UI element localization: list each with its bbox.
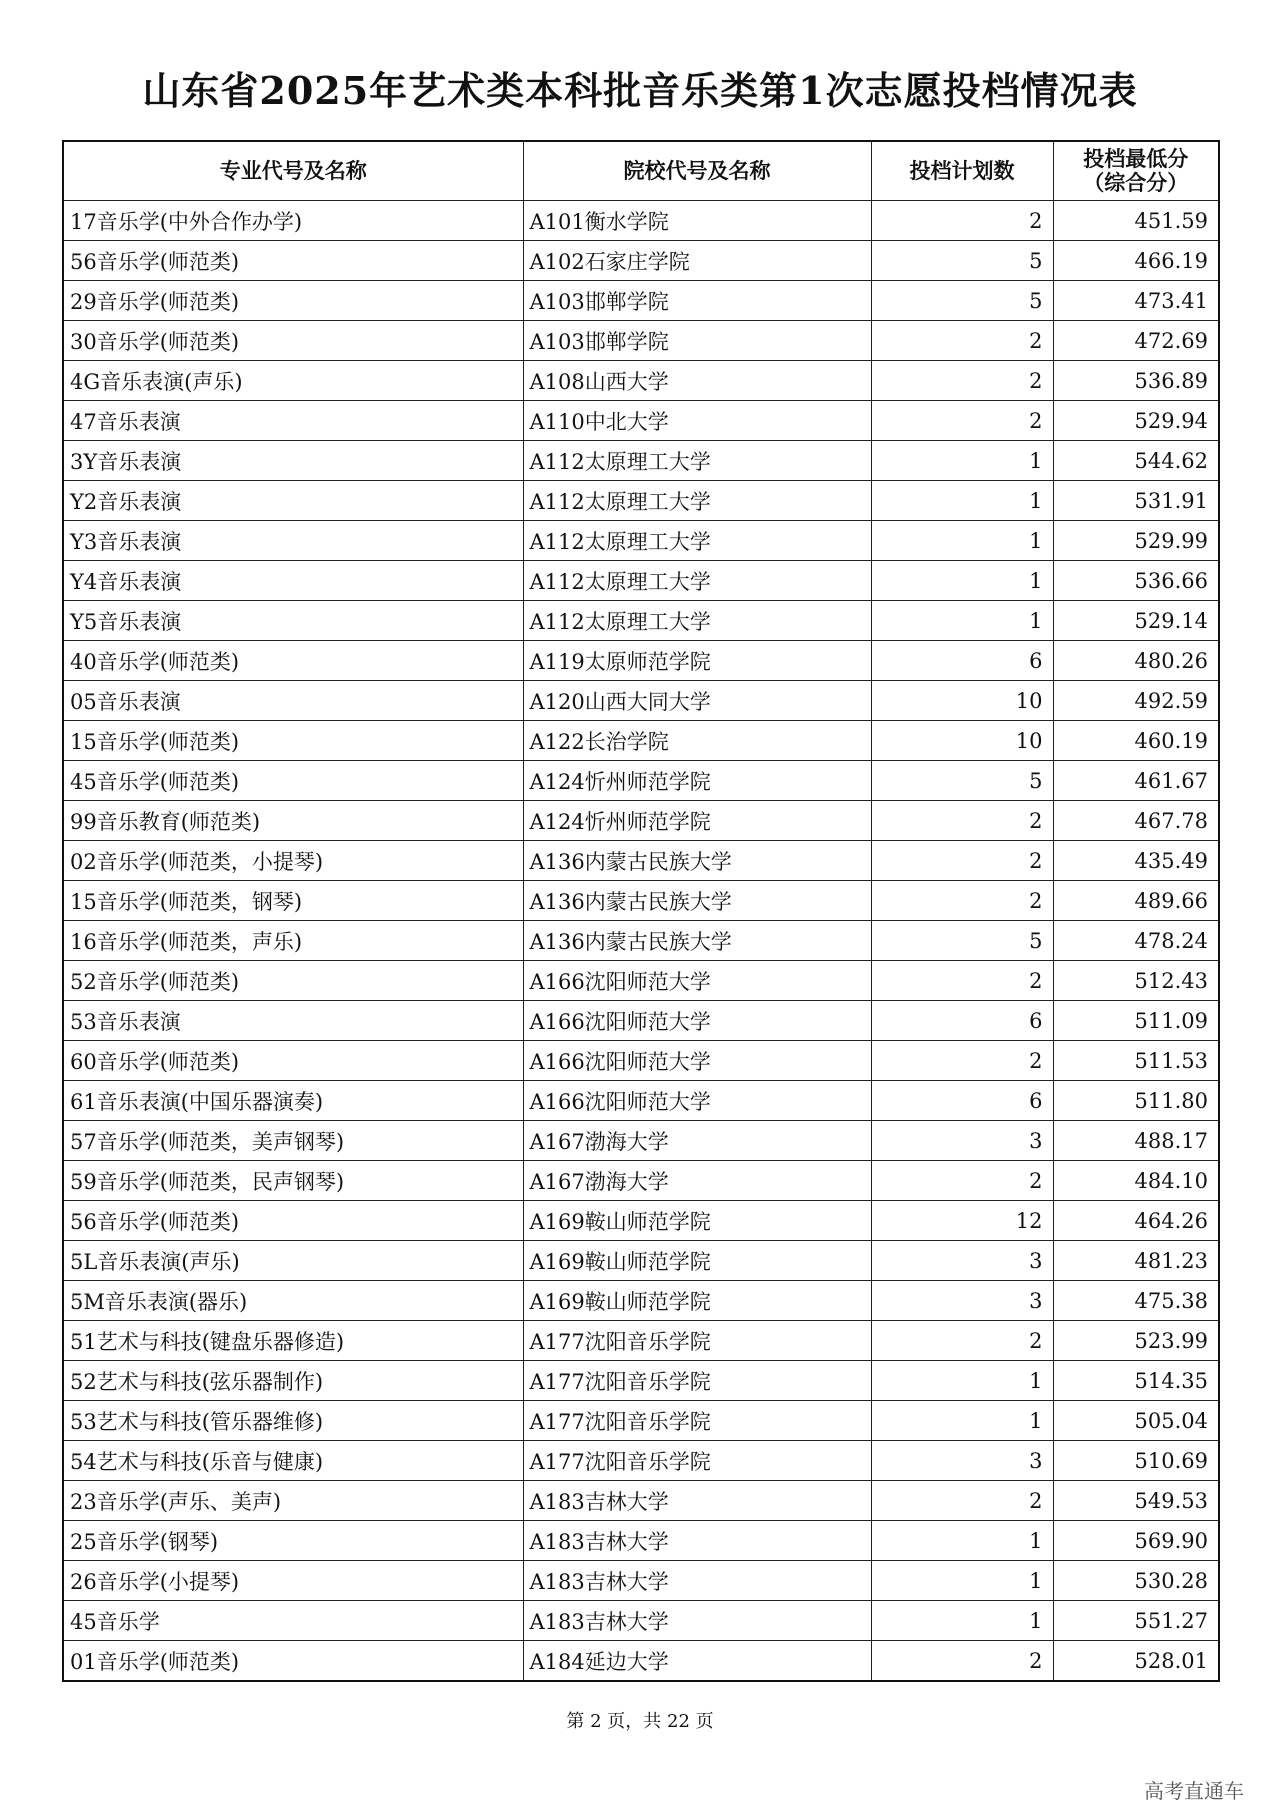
- table-row: [63, 961, 1219, 1001]
- table-row: [63, 1561, 1219, 1601]
- cell-school: A112太原理工大学: [523, 441, 871, 481]
- cell-major: 25音乐学(钢琴): [63, 1521, 523, 1561]
- cell-score: 512.43: [1053, 961, 1219, 1001]
- cell-score: 451.59: [1053, 201, 1219, 241]
- cell-plan: 2: [871, 201, 1053, 241]
- table-row: [63, 761, 1219, 801]
- cell-plan: 5: [871, 761, 1053, 801]
- cell-school: A167渤海大学: [523, 1121, 871, 1161]
- cell-plan: 3: [871, 1281, 1053, 1321]
- cell-plan: 6: [871, 1001, 1053, 1041]
- table-body: [63, 201, 1219, 1682]
- cell-plan: 2: [871, 1041, 1053, 1081]
- cell-major: 56音乐学(师范类): [63, 1201, 523, 1241]
- cell-plan: 1: [871, 1401, 1053, 1441]
- table-row: [63, 921, 1219, 961]
- cell-major: 3Y音乐表演: [63, 441, 523, 481]
- cell-plan: 2: [871, 881, 1053, 921]
- cell-score: 529.94: [1053, 401, 1219, 441]
- cell-major: 47音乐表演: [63, 401, 523, 441]
- cell-school: A119太原师范学院: [523, 641, 871, 681]
- admission-table: [62, 140, 1220, 1682]
- cell-score: 472.69: [1053, 321, 1219, 361]
- cell-score: 435.49: [1053, 841, 1219, 881]
- table-row: [63, 1481, 1219, 1521]
- cell-major: 52音乐学(师范类): [63, 961, 523, 1001]
- cell-plan: 1: [871, 481, 1053, 521]
- cell-score: 473.41: [1053, 281, 1219, 321]
- cell-school: A101衡水学院: [523, 201, 871, 241]
- cell-plan: 1: [871, 1361, 1053, 1401]
- cell-score: 475.38: [1053, 1281, 1219, 1321]
- table-row: [63, 681, 1219, 721]
- cell-plan: 3: [871, 1241, 1053, 1281]
- cell-school: A112太原理工大学: [523, 521, 871, 561]
- cell-school: A183吉林大学: [523, 1481, 871, 1521]
- cell-school: A177沈阳音乐学院: [523, 1321, 871, 1361]
- cell-score: 536.89: [1053, 361, 1219, 401]
- cell-score: 505.04: [1053, 1401, 1219, 1441]
- header-min-score: [1053, 141, 1219, 201]
- cell-score: 460.19: [1053, 721, 1219, 761]
- cell-major: 4G音乐表演(声乐): [63, 361, 523, 401]
- cell-score: 528.01: [1053, 1641, 1219, 1682]
- cell-score: 464.26: [1053, 1201, 1219, 1241]
- cell-school: A112太原理工大学: [523, 601, 871, 641]
- cell-major: 5L音乐表演(声乐): [63, 1241, 523, 1281]
- table-header: [63, 141, 1219, 201]
- table-row: [63, 441, 1219, 481]
- cell-score: 529.99: [1053, 521, 1219, 561]
- watermark: 高考直通车: [1144, 1779, 1244, 1803]
- cell-major: 40音乐学(师范类): [63, 641, 523, 681]
- cell-plan: 1: [871, 601, 1053, 641]
- cell-major: 45音乐学(师范类): [63, 761, 523, 801]
- cell-school: A102石家庄学院: [523, 241, 871, 281]
- cell-school: A136内蒙古民族大学: [523, 841, 871, 881]
- cell-score: 569.90: [1053, 1521, 1219, 1561]
- cell-school: A103邯郸学院: [523, 321, 871, 361]
- cell-plan: 1: [871, 521, 1053, 561]
- header-min-score-line1: 投档最低分: [1083, 146, 1189, 171]
- cell-school: A166沈阳师范大学: [523, 1001, 871, 1041]
- cell-major: 30音乐学(师范类): [63, 321, 523, 361]
- cell-score: 481.23: [1053, 1241, 1219, 1281]
- cell-school: A183吉林大学: [523, 1561, 871, 1601]
- cell-plan: 1: [871, 441, 1053, 481]
- table-row: [63, 1041, 1219, 1081]
- table-row: [63, 1241, 1219, 1281]
- table-row: [63, 801, 1219, 841]
- cell-score: 478.24: [1053, 921, 1219, 961]
- cell-score: 514.35: [1053, 1361, 1219, 1401]
- cell-plan: 2: [871, 1641, 1053, 1682]
- table-row: [63, 881, 1219, 921]
- cell-score: 544.62: [1053, 441, 1219, 481]
- cell-score: 510.69: [1053, 1441, 1219, 1481]
- table-row: [63, 1641, 1219, 1682]
- cell-school: A124忻州师范学院: [523, 801, 871, 841]
- cell-school: A112太原理工大学: [523, 481, 871, 521]
- table-row: [63, 1201, 1219, 1241]
- cell-plan: 2: [871, 1161, 1053, 1201]
- cell-school: A166沈阳师范大学: [523, 961, 871, 1001]
- cell-major: 57音乐学(师范类，美声钢琴): [63, 1121, 523, 1161]
- cell-major: 53艺术与科技(管乐器维修): [63, 1401, 523, 1441]
- table-row: [63, 1361, 1219, 1401]
- cell-plan: 2: [871, 361, 1053, 401]
- cell-plan: 2: [871, 961, 1053, 1001]
- cell-plan: 10: [871, 681, 1053, 721]
- cell-major: 52艺术与科技(弦乐器制作): [63, 1361, 523, 1401]
- cell-score: 531.91: [1053, 481, 1219, 521]
- cell-major: 15音乐学(师范类): [63, 721, 523, 761]
- cell-school: A169鞍山师范学院: [523, 1281, 871, 1321]
- table-row: [63, 601, 1219, 641]
- cell-major: 60音乐学(师范类): [63, 1041, 523, 1081]
- cell-plan: 2: [871, 401, 1053, 441]
- cell-score: 467.78: [1053, 801, 1219, 841]
- cell-major: 51艺术与科技(键盘乐器修造): [63, 1321, 523, 1361]
- cell-school: A122长治学院: [523, 721, 871, 761]
- cell-plan: 1: [871, 561, 1053, 601]
- cell-school: A136内蒙古民族大学: [523, 881, 871, 921]
- cell-school: A177沈阳音乐学院: [523, 1441, 871, 1481]
- table-row: [63, 1601, 1219, 1641]
- cell-score: 466.19: [1053, 241, 1219, 281]
- cell-plan: 1: [871, 1521, 1053, 1561]
- table-row: [63, 1081, 1219, 1121]
- cell-school: A184延边大学: [523, 1641, 871, 1682]
- cell-plan: 2: [871, 321, 1053, 361]
- cell-plan: 6: [871, 641, 1053, 681]
- cell-major: 23音乐学(声乐、美声): [63, 1481, 523, 1521]
- cell-score: 523.99: [1053, 1321, 1219, 1361]
- cell-school: A136内蒙古民族大学: [523, 921, 871, 961]
- header-plan: 投档计划数: [871, 141, 1053, 201]
- cell-plan: 2: [871, 1481, 1053, 1521]
- cell-major: 01音乐学(师范类): [63, 1641, 523, 1682]
- cell-score: 484.10: [1053, 1161, 1219, 1201]
- table-row: [63, 241, 1219, 281]
- header-min-score-line2: （综合分）: [1083, 170, 1189, 195]
- cell-score: 511.09: [1053, 1001, 1219, 1041]
- table-row: [63, 721, 1219, 761]
- cell-major: 02音乐学(师范类，小提琴): [63, 841, 523, 881]
- table-row: [63, 1521, 1219, 1561]
- cell-major: 61音乐表演(中国乐器演奏): [63, 1081, 523, 1121]
- cell-plan: 2: [871, 1321, 1053, 1361]
- cell-plan: 2: [871, 841, 1053, 881]
- header-school: 院校代号及名称: [523, 141, 871, 201]
- cell-major: Y5音乐表演: [63, 601, 523, 641]
- cell-school: A169鞍山师范学院: [523, 1241, 871, 1281]
- cell-plan: 12: [871, 1201, 1053, 1241]
- table-row: [63, 841, 1219, 881]
- table-row: [63, 481, 1219, 521]
- cell-score: 529.14: [1053, 601, 1219, 641]
- cell-score: 511.53: [1053, 1041, 1219, 1081]
- cell-school: A169鞍山师范学院: [523, 1201, 871, 1241]
- table-row: [63, 201, 1219, 241]
- table-row: [63, 521, 1219, 561]
- cell-score: 480.26: [1053, 641, 1219, 681]
- table-row: [63, 321, 1219, 361]
- cell-score: 549.53: [1053, 1481, 1219, 1521]
- cell-plan: 3: [871, 1441, 1053, 1481]
- cell-score: 489.66: [1053, 881, 1219, 921]
- cell-major: Y4音乐表演: [63, 561, 523, 601]
- cell-school: A166沈阳师范大学: [523, 1081, 871, 1121]
- cell-score: 492.59: [1053, 681, 1219, 721]
- cell-major: 54艺术与科技(乐音与健康): [63, 1441, 523, 1481]
- table-row: [63, 281, 1219, 321]
- cell-major: 17音乐学(中外合作办学): [63, 201, 523, 241]
- cell-score: 530.28: [1053, 1561, 1219, 1601]
- table-row: [63, 1161, 1219, 1201]
- cell-major: 53音乐表演: [63, 1001, 523, 1041]
- table-row: [63, 1321, 1219, 1361]
- cell-major: 29音乐学(师范类): [63, 281, 523, 321]
- cell-school: A177沈阳音乐学院: [523, 1401, 871, 1441]
- cell-school: A167渤海大学: [523, 1161, 871, 1201]
- cell-score: 461.67: [1053, 761, 1219, 801]
- cell-plan: 6: [871, 1081, 1053, 1121]
- cell-major: 45音乐学: [63, 1601, 523, 1641]
- cell-major: 5M音乐表演(器乐): [63, 1281, 523, 1321]
- cell-school: A183吉林大学: [523, 1521, 871, 1561]
- cell-school: A183吉林大学: [523, 1601, 871, 1641]
- table-row: [63, 1001, 1219, 1041]
- cell-score: 488.17: [1053, 1121, 1219, 1161]
- cell-plan: 5: [871, 281, 1053, 321]
- cell-school: A124忻州师范学院: [523, 761, 871, 801]
- table-row: [63, 1121, 1219, 1161]
- table-row: [63, 1441, 1219, 1481]
- cell-school: A110中北大学: [523, 401, 871, 441]
- table-row: [63, 361, 1219, 401]
- cell-plan: 2: [871, 801, 1053, 841]
- cell-school: A177沈阳音乐学院: [523, 1361, 871, 1401]
- cell-school: A103邯郸学院: [523, 281, 871, 321]
- table-row: [63, 1281, 1219, 1321]
- cell-major: Y2音乐表演: [63, 481, 523, 521]
- cell-plan: 1: [871, 1601, 1053, 1641]
- cell-major: 15音乐学(师范类，钢琴): [63, 881, 523, 921]
- cell-major: 16音乐学(师范类，声乐): [63, 921, 523, 961]
- cell-major: 99音乐教育(师范类): [63, 801, 523, 841]
- cell-school: A120山西大同大学: [523, 681, 871, 721]
- cell-score: 551.27: [1053, 1601, 1219, 1641]
- page-footer: 第 2 页，共 22 页: [566, 1711, 714, 1732]
- cell-school: A112太原理工大学: [523, 561, 871, 601]
- cell-major: Y3音乐表演: [63, 521, 523, 561]
- cell-major: 56音乐学(师范类): [63, 241, 523, 281]
- table-row: [63, 561, 1219, 601]
- cell-plan: 1: [871, 1561, 1053, 1601]
- page-title: 山东省2025年艺术类本科批音乐类第1次志愿投档情况表: [142, 68, 1138, 113]
- table-row: [63, 1401, 1219, 1441]
- cell-school: A108山西大学: [523, 361, 871, 401]
- cell-plan: 3: [871, 1121, 1053, 1161]
- cell-plan: 10: [871, 721, 1053, 761]
- cell-major: 26音乐学(小提琴): [63, 1561, 523, 1601]
- cell-score: 536.66: [1053, 561, 1219, 601]
- cell-school: A166沈阳师范大学: [523, 1041, 871, 1081]
- header-major: 专业代号及名称: [63, 141, 523, 201]
- cell-major: 05音乐表演: [63, 681, 523, 721]
- cell-score: 511.80: [1053, 1081, 1219, 1121]
- cell-major: 59音乐学(师范类，民声钢琴): [63, 1161, 523, 1201]
- table-row: [63, 401, 1219, 441]
- cell-plan: 5: [871, 241, 1053, 281]
- cell-plan: 5: [871, 921, 1053, 961]
- table-row: [63, 641, 1219, 681]
